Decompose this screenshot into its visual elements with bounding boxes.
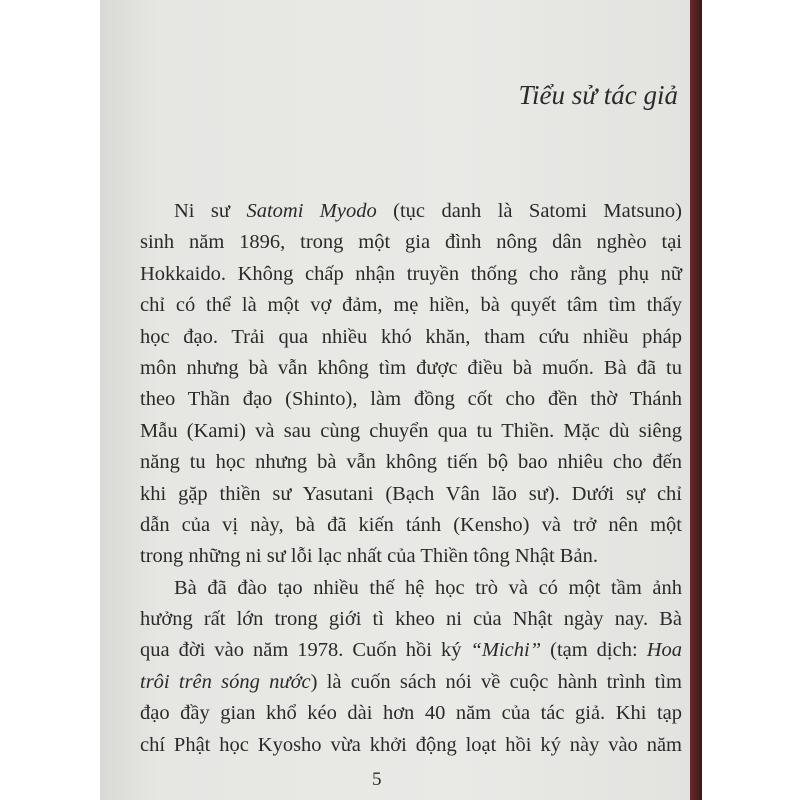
text-line: [140, 322, 682, 353]
italic-text: Satomi Myodo: [246, 200, 377, 222]
text-line: [140, 604, 682, 635]
text-line: [140, 667, 682, 698]
text-line: [140, 447, 682, 478]
text-segment: chỉ có thể là một vợ đảm, mẹ hiền, bà quyết tâm tìm thấy: [140, 294, 682, 317]
text-segment: Bà đã đào tạo nhiều thế hệ học trò và có một tầm ảnh: [174, 576, 682, 599]
text-segment: dẫn của vị này, bà đã kiến tánh (Kensho) và trở nên một: [140, 513, 682, 536]
text-segment: sinh năm 1896, trong một gia đình nông dân nghèo tại: [140, 231, 682, 254]
text-line: [140, 353, 682, 384]
text-segment: học đạo. Trải qua nhiều khó khăn, tham cứu nhiều pháp: [140, 325, 682, 348]
text-line: [140, 698, 682, 729]
text-segment: hưởng rất lớn trong giới tì kheo ni của Nhật ngày nay. Bà: [140, 608, 682, 631]
text-line: [140, 416, 682, 447]
text-segment: (tạm dịch:: [541, 639, 647, 662]
text-line: [140, 479, 682, 510]
book-cover-edge: [690, 0, 702, 800]
text-line: [140, 573, 682, 604]
text-line: [140, 730, 682, 761]
text-segment: khi gặp thiền sư Yasutani (Bạch Vân lão sư). Dưới sự chỉ: [140, 482, 682, 505]
text-line: [140, 384, 682, 415]
text-segment: qua đời vào năm 1978. Cuốn hồi ký: [140, 639, 471, 662]
text-segment: chí Phật học Kyosho vừa khởi động loạt hồi ký này vào năm: [140, 733, 682, 756]
text-segment: (tục danh là Satomi Matsuno): [376, 200, 683, 222]
italic-text: Hoa: [646, 639, 682, 662]
text-segment: Hokkaido. Không chấp nhận truyền thống cho rằng phụ nữ: [140, 262, 682, 285]
text-line: [140, 196, 682, 227]
text-line: [140, 227, 682, 258]
page-number: 5: [372, 769, 382, 790]
text-line: [140, 635, 682, 666]
chapter-title: Tiểu sử tác giả: [518, 80, 678, 110]
text-segment: Mẫu (Kami) và sau cùng chuyển qua tu Thiền. Mặc dù siêng: [140, 419, 682, 442]
text-segment: đạo đầy gian khổ kéo dài hơn 40 năm của tác giả. Khi tạp: [140, 702, 682, 725]
text-segment: năng tu học nhưng bà vẫn không tiến bộ bao nhiêu cho đến: [140, 451, 682, 474]
text-segment: theo Thần đạo (Shinto), làm đồng cốt cho đền thờ Thánh: [140, 388, 682, 411]
text-segment: trong những ni sư lỗi lạc nhất của Thiền tông Nhật Bản.: [140, 545, 598, 568]
text-line: [140, 541, 682, 572]
text-line: [140, 259, 682, 290]
italic-text: “Michi”: [470, 639, 542, 662]
italic-text: trôi trên sóng nước: [140, 670, 311, 693]
text-segment: Ni sư: [174, 200, 247, 222]
body-text: [140, 196, 682, 761]
text-segment: ) là cuốn sách nói về cuộc hành trình tìm: [310, 670, 682, 693]
text-segment: môn nhưng bà vẫn không tìm được điều bà muốn. Bà đã tu: [140, 356, 682, 379]
text-line: [140, 290, 682, 321]
text-line: [140, 510, 682, 541]
